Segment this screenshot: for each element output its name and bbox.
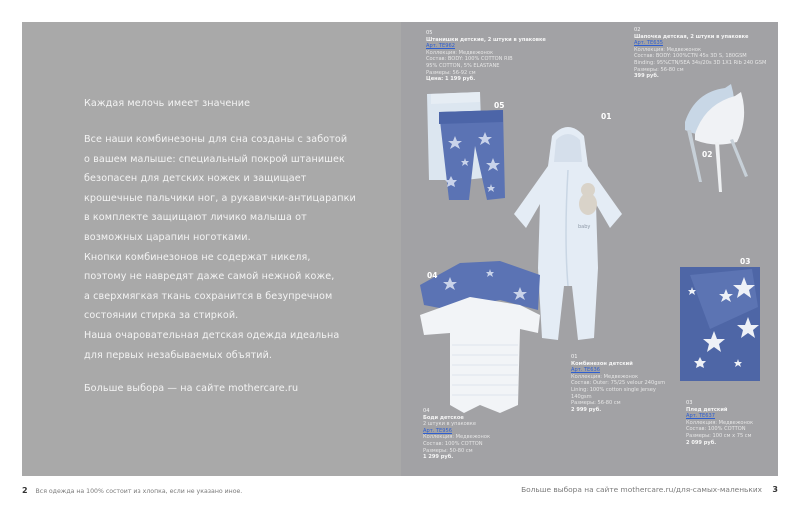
product-article-link[interactable]: Арт. ТЕ962 [426, 43, 455, 50]
product-detail: Размеры: 56-80 см [634, 66, 684, 73]
product-caption-05 [426, 30, 546, 83]
product-detail: Состав: 100% COTTON [423, 440, 483, 447]
product-article-link[interactable]: Арт. ТЕ635 [634, 40, 663, 47]
product-price: 2 099 руб. [686, 439, 717, 446]
product-name: Комбинезон детский [571, 360, 633, 367]
product-detail: Состав: Outer: 75/25 velour 240gsm [571, 380, 666, 387]
photo-label-05: 05 [494, 101, 505, 110]
product-pack-info: 2 штуки в упаковке [423, 421, 477, 428]
product-price: Цена: 1 199 руб. [426, 76, 476, 83]
intro-body-line: состоянии стирка за стиркой. [84, 310, 239, 322]
photo-label-03: 03 [740, 257, 751, 266]
intro-body-line: безопасен для детских ножек и защищает [84, 173, 307, 185]
product-detail: Коллекция: Медвежонок [426, 49, 494, 56]
product-detail: 140gsm [571, 393, 592, 400]
product-detail: 95% COTTON, 5% ELASTANE [426, 62, 500, 69]
product-name: Штанишки детские, 2 штуки в упаковке [426, 36, 546, 43]
product-detail: Размеры: 56-80 см [571, 400, 621, 407]
product-detail: Состав: BODY: 100% COTTON RIB [426, 56, 513, 63]
product-number: 02 [634, 27, 641, 33]
intro-body-line: о вашем малыше: специальный покрой штанишек [84, 153, 345, 165]
product-name: Боди детское [423, 414, 464, 421]
svg-text:baby: baby [578, 224, 591, 230]
intro-body-line: а сверхмягкая ткань сохранится в безупречном [84, 290, 333, 302]
product-price: 1 299 руб. [423, 454, 454, 461]
intro-body-line: в комплекте защищают личико малыша от [84, 212, 307, 224]
product-detail: Lining: 100% cotton single jersey [571, 386, 656, 393]
product-detail: Коллекция: Медвежонок [423, 434, 491, 441]
product-detail: Коллекция: Медвежонок [571, 373, 639, 380]
product-detail: Состав: BODY: 100%CTN 45s 3D S, 180GSM [634, 53, 747, 60]
product-caption-02 [634, 27, 766, 80]
website-link[interactable]: Больше выбора — на сайте mothercare.ru [84, 383, 299, 395]
hat-photo[interactable] [675, 82, 755, 197]
product-number: 05 [426, 30, 433, 36]
product-number: 04 [423, 408, 430, 414]
intro-body-line: возможных царапин ноготками. [84, 231, 251, 243]
product-detail: Состав: 100% COTTON [686, 426, 746, 433]
footer-website-link[interactable]: Больше выбора на сайте mothercare.ru/для-самых-маленьких [521, 485, 763, 494]
product-caption-01 [571, 354, 665, 413]
intro-body-line: Кнопки комбинезонов не содержат никеля, [84, 251, 311, 263]
right-footer [521, 485, 778, 494]
product-detail: Размеры: 100 см x 75 см [686, 432, 752, 439]
product-detail: Размеры: 56-92 см [426, 69, 476, 76]
bodysuit-photo[interactable] [420, 255, 545, 415]
intro-body-line: Все наши комбинезоны для сна созданы с заботой [84, 134, 348, 145]
page-number-right: 3 [772, 485, 778, 494]
product-caption-04 [423, 408, 490, 461]
product-detail: Binding: 95%CTN/5EA 34s/20s 3D 1X1 Rib 240 GSM [634, 59, 767, 66]
intro-body-line: для первых незабываемых объятий. [84, 349, 273, 361]
intro-text-block [84, 98, 384, 395]
page-number-left: 2 [22, 486, 28, 495]
product-article-link[interactable]: Арт. ТЕ636 [571, 367, 600, 374]
product-number: 03 [686, 400, 693, 406]
footer-note: Вся одежда на 100% состоит из хлопка, если не указано иное. [35, 488, 243, 495]
photo-label-01: 01 [601, 112, 612, 121]
photo-label-02: 02 [702, 150, 713, 159]
product-price: 2 999 руб. [571, 406, 602, 413]
product-price: 399 руб. [634, 73, 659, 80]
product-article-link[interactable]: Арт. ТЕ637 [686, 413, 715, 420]
intro-heading: Каждая мелочь имеет значение [84, 98, 251, 109]
product-detail: Размеры: 50-80 см [423, 447, 473, 454]
product-number: 01 [571, 354, 578, 360]
photo-label-04: 04 [427, 271, 438, 280]
intro-body-line: крошечные пальчики ног, а рукавички-антицарапки [84, 192, 356, 204]
blanket-photo[interactable] [680, 267, 760, 381]
product-article-link[interactable]: Арт. ТЕ956 [423, 427, 452, 434]
intro-body-line: Наша очаровательная детская одежда идеальна [84, 329, 340, 341]
product-detail: Коллекция: Медвежонок [686, 419, 754, 426]
product-caption-03 [686, 400, 753, 446]
product-detail: Коллекция: Медвежонок [634, 46, 702, 53]
intro-body-line: поэтому не навредят даже самой нежной коже, [84, 271, 335, 283]
product-name: Шапочка детская, 2 штуки в упаковке [634, 33, 749, 40]
product-name: Плед детский [686, 406, 728, 413]
left-footer [22, 486, 242, 495]
